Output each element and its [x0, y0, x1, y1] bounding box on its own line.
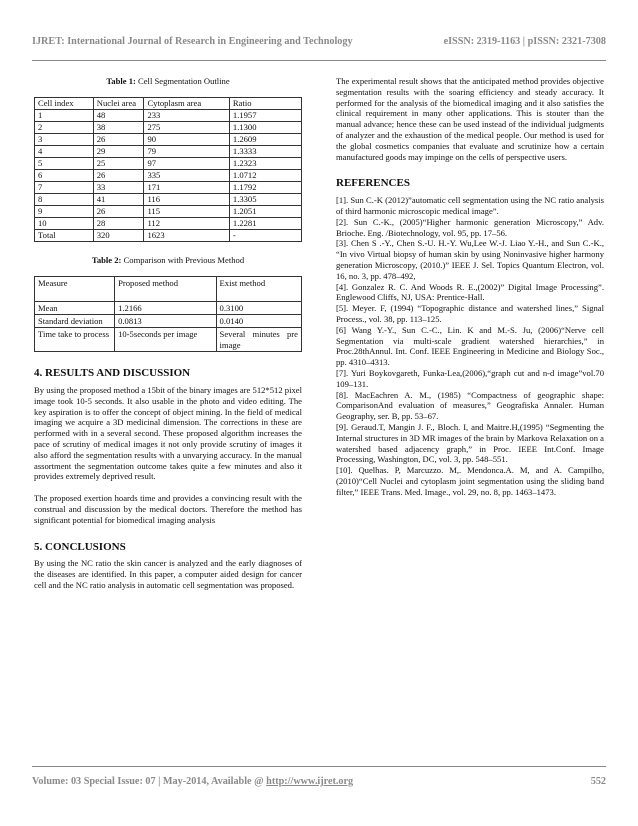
results-paragraph-1: By using the proposed method a 15bit of the binary images are 512*512 pixel image took 10-5 seconds. It also usable in the photo and video editing. The key aspiration is to offer the concept of object mining. In the field of medical imaging we acquire a 3D medicinal dimension. The corrections in these are performed with in a several second. These proposed algorithm increases the pace of scrutiny of medical images it not only provide scrutiny of images it also afford the segmentation results with a unvarying accuracy. In the manual assortment the segmentation outcome takes quite a few minutes and also it provides extremely deprived result.: [34, 385, 302, 482]
table-cell: 26: [93, 205, 144, 217]
table-row: [35, 133, 302, 145]
table-cell: 33: [93, 181, 144, 193]
table-row: [35, 121, 302, 133]
table-cell: 1.1792: [229, 181, 301, 193]
issn: eISSN: 2319-1163 | pISSN: 2321-7308: [443, 36, 606, 47]
section-heading-results: 4. RESULTS AND DISCUSSION: [34, 367, 191, 380]
table-cell: 3: [35, 133, 94, 145]
table-cell: 38: [93, 121, 144, 133]
section-heading-conclusions: 5. CONCLUSIONS: [34, 540, 126, 553]
table-cell: 8: [35, 193, 94, 205]
table-cell: 1.1300: [229, 121, 301, 133]
table-cell-segmentation: [34, 97, 302, 242]
table-cell: 1.2323: [229, 157, 301, 169]
table-cell: 10: [35, 217, 94, 229]
table-row: [35, 315, 302, 328]
table-row: [35, 181, 302, 193]
left-column: [34, 76, 302, 591]
page-number: 552: [590, 776, 606, 787]
table-cell: 28: [93, 217, 144, 229]
table2-caption: Table 2: Comparison with Previous Method: [91, 254, 245, 265]
section-heading-references: REFERENCES: [336, 177, 410, 190]
table-cell: 1.1957: [229, 109, 301, 121]
table-cell: 26: [93, 133, 144, 145]
reference-item: [3]. Chen S .-Y., Chen S.-U. H.-Y. Wu,Lee W.-J. Liao Y.-H., and Sun C.-K., “In vivo Virtual biopsy of human skin by using Noninvasive higher harmony generation Microscopy, (2010.)” IEEE J. Sel. Topics Quantum Electron, vol. 16, no. 3, pp. 478–492,: [336, 238, 604, 281]
table-cell: 1.2166: [115, 301, 216, 314]
footer-volume-info: Volume: 03 Special Issue: 07 | May-2014, Available @ http://www.ijret.org: [32, 776, 354, 787]
table-header-row: [35, 97, 302, 109]
conclusions-paragraph: By using the NC ratio the skin cancer is analyzed and the early diagnoses of the diseases are identified. In this paper, a computer aided design for cancer cell and the NC ratio analysis in automatic cell segmentation was proposed.: [34, 558, 302, 590]
journal-title: IJRET: International Journal of Research in Engineering and Technology: [32, 36, 353, 47]
table-cell: 41: [93, 193, 144, 205]
table-cell: 25: [93, 157, 144, 169]
reference-item: [4]. Gonzalez R. C. And Woods R. E.,(2002)” Digital Image Processing”. Englewood Cliffs, NJ, USA: Prentice-Hall.: [336, 281, 604, 303]
table-cell: 1623: [144, 229, 229, 241]
table-cell: 1.2609: [229, 133, 301, 145]
table-row: [35, 301, 302, 314]
table-cell: 7: [35, 181, 94, 193]
table-row: [35, 169, 302, 181]
table-cell: 1.2051: [229, 205, 301, 217]
table-cell: 90: [144, 133, 229, 145]
table-row: [35, 229, 302, 241]
table-cell: 1.3305: [229, 193, 301, 205]
table-cell: 97: [144, 157, 229, 169]
table1-caption: Table 1: Cell Segmentation Outline: [106, 76, 230, 86]
table-cell: 116: [144, 193, 229, 205]
reference-item: [6] Wang Y.-Y., Sun C.-C., Lin. K and M.-S. Ju, (2006)“Nerve cell Segmentation via multi-scale gradient watershed hierarchies,” in Proc.28thAnnul. Int. Conf. IEEE Engineering in Medicine and Biology Soc., pp. 4310–4313.: [336, 324, 604, 368]
table-cell: 233: [144, 109, 229, 121]
table-cell: 9: [35, 205, 94, 217]
reference-item: [9]. Geraud.T, Mangin J. F., Bloch. I, and Maitre.H,(1995) “Segmenting the Internal structures in 3D MR images of the brain by Markova Relaxation on a watershed based adjacency graph,” in Proc. IEEE Int.Conf. Image Processing, Washington, DC, vol. 3, pp. 548–551.: [336, 421, 604, 465]
table-row: [35, 193, 302, 205]
table-cell: 6: [35, 169, 94, 181]
table-cell: Several minutes pre image: [216, 328, 301, 352]
table-cell: -: [229, 229, 301, 241]
table-cell: 0.0813: [115, 315, 216, 328]
table-cell: 4: [35, 145, 94, 157]
table-row: [35, 145, 302, 157]
table-header-cell: Nuclei area: [93, 97, 144, 109]
reference-item: [1]. Sun C.-K (2012)”automatic cell segmentation using the NC ratio analysis of third harmonic microscopic medical image”.: [336, 195, 604, 216]
table-cell: 112: [144, 217, 229, 229]
running-header: [32, 36, 606, 52]
header-rule: [32, 60, 606, 61]
table-header-cell: Exist method: [216, 276, 301, 301]
table-cell: 5: [35, 157, 94, 169]
table-cell: 26: [93, 169, 144, 181]
table-header-cell: Proposed method: [115, 276, 216, 301]
table-cell: 275: [144, 121, 229, 133]
table-cell: Mean: [35, 301, 115, 314]
table-cell: 1.3333: [229, 145, 301, 157]
table-cell: Total: [35, 229, 94, 241]
table-header-cell: Measure: [35, 276, 115, 301]
footer-rule: [32, 766, 606, 767]
results-paragraph-3: The experimental result shows that the anticipated method provides objective segmentation results with the soaring efficiency and steady accuracy. It performed for the analysis of the biomedical imaging and it also satisfies the clinical requirement in many other applications. This is stouter than the manual advance; hence these can be used instead of the individual judgments of analyzer and the exhaustion of the medical people. Our method is used for the global cosmetics companies that evaluate and scrutinize how a certain manufactured goods may impinge on the cells of perspective users.: [336, 76, 604, 162]
table-comparison: [34, 276, 302, 353]
table-header-cell: Cytoplasm area: [144, 97, 229, 109]
reference-item: [7]. Yuri Boykovgareth, Funka-Lea,(2006),“graph cut and n-d image”vol.70 109–131.: [336, 367, 604, 389]
table-row: [35, 328, 302, 352]
journal-url-link[interactable]: http://www.ijret.org: [266, 776, 354, 787]
table-cell: 1.0712: [229, 169, 301, 181]
table-cell: 335: [144, 169, 229, 181]
table-cell: 320: [93, 229, 144, 241]
reference-item: [8]. MacEachren A. M., (1985) “Compactness of geographic shape: ComparisonAnd evaluation of measures,” Geografiska Annaler. Human Geography, ser. B, pp. 53–67.: [336, 389, 604, 422]
table-header-cell: Cell index: [35, 97, 94, 109]
right-column: [336, 76, 604, 497]
table-cell: 10-5seconds per image: [115, 328, 216, 352]
table-row: [35, 217, 302, 229]
table-row: [35, 157, 302, 169]
table-header-row: [35, 276, 302, 301]
reference-item: [5]. Meyer. F, (1994) “Topographic distance and watershed lines,” Signal Process., vol. 38, pp. 113–125.: [336, 303, 604, 324]
table-header-cell: Ratio: [229, 97, 301, 109]
reference-item: [10]. Quelhas. P, Marcuzzo. M,. Mendonca.A. M, and A. Campilho, (2010)“Cell Nuclei and cytoplasm joint segmentation using the sliding band filter,” IEEE Trans. Med. Image., vol. 29, no. 8, pp. 1463–1473.: [336, 465, 604, 497]
reference-item: [2]. Sun C.-K., (2005)“Higher harmonic generation Microscopy,” Adv. Brioche. Eng. /Biotechnology, vol. 95, pp. 17–56.: [336, 216, 604, 238]
table-cell: 29: [93, 145, 144, 157]
table-cell: 48: [93, 109, 144, 121]
table-cell: 0.0140: [216, 315, 301, 328]
table-row: [35, 205, 302, 217]
table-cell: 2: [35, 121, 94, 133]
table-cell: 79: [144, 145, 229, 157]
table-cell: Standard deviation: [35, 315, 115, 328]
results-paragraph-2: The proposed exertion hoards time and provides a convincing result with the construal and discussion by the medical doctors. Therefore the method has significant potential for biomedical imaging analysis: [34, 493, 302, 525]
table-cell: 1.2281: [229, 217, 301, 229]
table-cell: 171: [144, 181, 229, 193]
table-cell: Time take to process: [35, 328, 115, 352]
table-cell: 0.3100: [216, 301, 301, 314]
table-cell: 115: [144, 205, 229, 217]
table-cell: 1: [35, 109, 94, 121]
table-row: [35, 109, 302, 121]
